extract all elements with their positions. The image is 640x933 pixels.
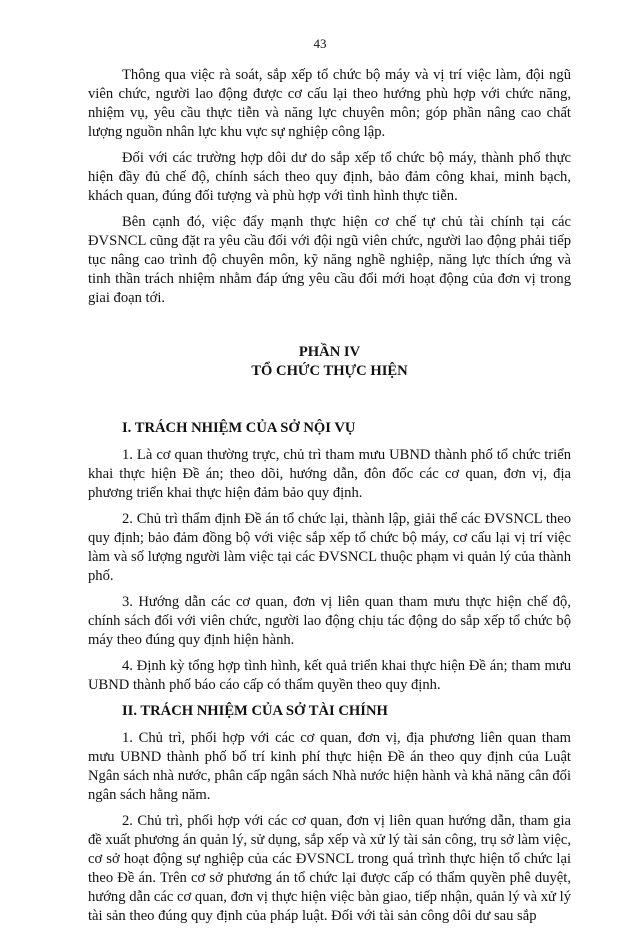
section-heading: I. TRÁCH NHIỆM CỦA SỞ NỘI VỤ bbox=[122, 420, 356, 436]
section-paragraph: 2. Chủ trì thẩm định Đề án tổ chức lại, thành lập, giải thể các ĐVSNCL theo quy định; bảo đảm đồng bộ với việc sắp xếp tổ chức bộ máy, cơ cấu lại vị trí việc làm và số lượng người làm việc tại các ĐVSNCL thuộc phạm vi quản lý của thành phố. bbox=[88, 511, 571, 584]
intro-paragraph: Bên cạnh đó, việc đẩy mạnh thực hiện cơ chế tự chủ tài chính tại các ĐVSNCL cũng đặt ra yêu cầu đối với đội ngũ viên chức, người lao động phải tiếp tục nâng cao trình độ chuyên môn, kỹ năng nghề nghiệp, năng lực thích ứng và tinh thần trách nhiệm nhằm đáp ứng yêu cầu đổi mới hoạt động của đơn vị trong giai đoạn tới. bbox=[88, 214, 571, 306]
section-paragraph: 3. Hướng dẫn các cơ quan, đơn vị liên quan tham mưu thực hiện chế độ, chính sách đối với viên chức, người lao động chịu tác động do sắp xếp tổ chức bộ máy theo đúng quy định hiện hành. bbox=[88, 594, 571, 648]
part-number: PHẦN IV bbox=[298, 344, 361, 360]
section-heading: II. TRÁCH NHIỆM CỦA SỞ TÀI CHÍNH bbox=[122, 703, 388, 719]
section-paragraph: 4. Định kỳ tổng hợp tình hình, kết quả triển khai thực hiện Đề án; tham mưu UBND thành phố báo cáo cấp có thẩm quyền theo quy định. bbox=[88, 658, 571, 693]
intro-paragraph: Thông qua việc rà soát, sắp xếp tổ chức bộ máy và vị trí việc làm, đội ngũ viên chức, người lao động được cơ cấu lại theo hướng phù hợp với chức năng, nhiệm vụ, yêu cầu thực tiễn và năng lực chuyên môn; góp phần nâng cao chất lượng nguồn nhân lực khu vực sự nghiệp công lập. bbox=[88, 67, 571, 140]
section-paragraph: 2. Chủ trì, phối hợp với các cơ quan, đơn vị liên quan hướng dẫn, tham gia đề xuất phương án quản lý, sử dụng, sắp xếp và xử lý tài sản công, trụ sở làm việc, cơ sở hoạt động sự nghiệp của các ĐVSNCL trong quá trình thực hiện tổ chức lại theo Đề án. Trên cơ sở phương án tổ chức lại được cấp có thẩm quyền phê duyệt, hướng dẫn các cơ quan, đơn vị thực hiện việc bàn giao, tiếp nhận, quản lý và xử lý tài sản theo đúng quy định của pháp luật. Đối với tài sản công dôi dư sau sắp bbox=[88, 813, 571, 924]
page-number: 43 bbox=[313, 36, 327, 51]
intro-paragraph: Đối với các trường hợp dôi dư do sắp xếp tổ chức bộ máy, thành phố thực hiện đầy đủ chế độ, chính sách theo quy định, bảo đảm công khai, minh bạch, khách quan, đúng đối tượng và phù hợp với tình hình thực tiễn. bbox=[88, 150, 571, 204]
document-body bbox=[88, 66, 571, 933]
part-title: TỔ CHỨC THỰC HIỆN bbox=[251, 363, 408, 379]
section-paragraph: 1. Là cơ quan thường trực, chủ trì tham mưu UBND thành phố tổ chức triển khai thực hiện Đề án; theo dõi, hướng dẫn, đôn đốc các cơ quan, đơn vị, địa phương triển khai thực hiện đảm bảo quy định. bbox=[88, 447, 571, 501]
section-paragraph: 1. Chủ trì, phối hợp với các cơ quan, đơn vị, địa phương liên quan tham mưu UBND thành phố bố trí kinh phí thực hiện Đề án theo quy định của Luật Ngân sách nhà nước, phân cấp ngân sách Nhà nước hiện hành và khả năng cân đối ngân sách hằng năm. bbox=[88, 730, 571, 803]
part-header bbox=[88, 343, 571, 381]
